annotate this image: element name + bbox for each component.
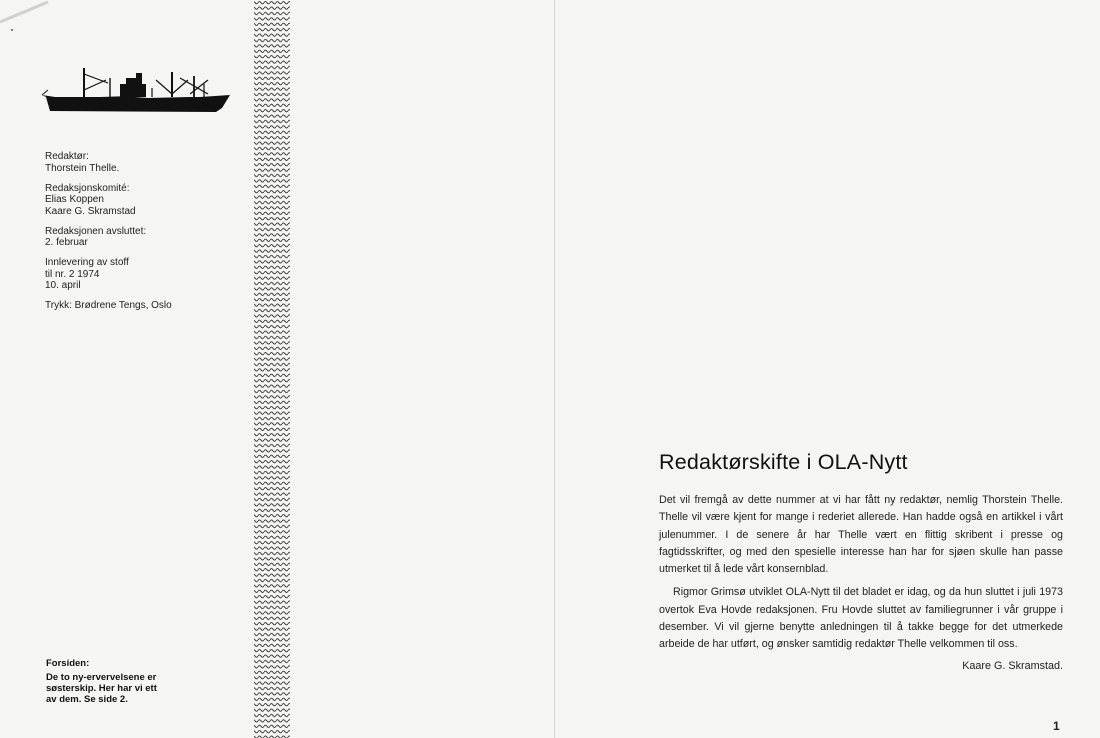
editor-name: Thorstein Thelle. <box>45 162 120 174</box>
committee-block <box>45 183 245 218</box>
printer-line: Trykk: Brødrene Tengs, Oslo <box>45 300 172 311</box>
closed-label: Redaksjonen avsluttet: <box>45 225 147 237</box>
cover-note-title: Forsiden: <box>46 658 90 669</box>
committee-member: Kaare G. Skramstad <box>45 205 136 217</box>
cover-note-line: De to ny-ervervelsene er <box>46 672 157 683</box>
fold-line <box>554 0 555 738</box>
cover-note <box>46 658 196 705</box>
printer-block <box>45 300 245 312</box>
editorial-article <box>659 450 1063 672</box>
article-signature: Kaare G. Skramstad. <box>962 659 1063 672</box>
cover-note-line: av dem. Se side 2. <box>46 694 128 705</box>
submission-line: 10. april <box>45 280 81 291</box>
closed-block <box>45 226 245 249</box>
ship-silhouette-logo <box>40 66 232 116</box>
committee-label: Redaksjonskomité: <box>45 182 130 194</box>
article-headline: Redaktørskifte i OLA-Nytt <box>659 450 908 474</box>
article-body <box>659 492 1063 654</box>
closed-date: 2. februar <box>45 237 88 248</box>
colophon <box>45 151 245 320</box>
submission-block <box>45 257 245 292</box>
wave-pattern-strip <box>252 0 292 738</box>
cover-note-line: søsterskip. Her har vi ett <box>46 683 157 694</box>
submission-line: til nr. 2 1974 <box>45 268 100 280</box>
article-paragraph: Det vil fremgå av dette nummer at vi har fått ny redaktør, nemlig Thorstein Thelle. Thelle vil være kjent for mange i rederiet allerede. Han hadde også en artikkel i vårt julenummer. I de senere år har Thelle vært en flittig skribent i presse og fagtidsskrifter, og med den spesielle interesse han har for sjøen skulle han passe utmerket til å lede vårt konsernblad. <box>659 494 1063 576</box>
scan-mark <box>0 0 60 40</box>
article-paragraph: Rigmor Grimsø utviklet OLA-Nytt til det bladet er idag, og da hun sluttet i juli 1973 overtok Eva Hovde redaksjonen. Fru Hovde sluttet av familiegrunner i vår gruppe i desember. Vi vil gjerne benytte anledningen til å takke begge for det utmerkede arbeide de har utført, og ønsker samtidig redaktør Thelle velkommen til oss. <box>659 586 1063 651</box>
page-number: 1 <box>1053 719 1060 733</box>
submission-line: Innlevering av stoff <box>45 257 129 268</box>
editor-block <box>45 151 245 174</box>
editor-label: Redaktør: <box>45 151 89 162</box>
committee-member: Elias Koppen <box>45 194 104 205</box>
